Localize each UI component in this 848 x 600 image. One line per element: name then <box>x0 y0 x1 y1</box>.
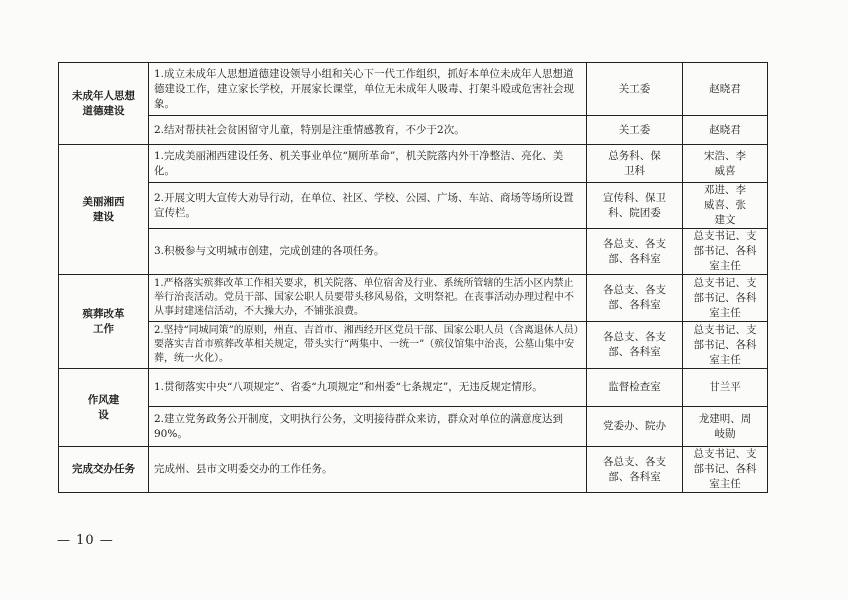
category-cell <box>59 447 149 493</box>
table-row <box>59 183 768 229</box>
category-cell <box>59 63 149 145</box>
leader-cell: 总支书记、支部书记、各科室主任 <box>683 447 768 493</box>
category-cell <box>59 369 149 447</box>
task-cell: 1.完成美丽湘西建设任务、机关事业单位“厕所革命”，机关院落内外干净整洁、亮化、美化。 <box>149 145 587 183</box>
task-cell: 2.结对帮扶社会贫困留守儿童，特别是注重情感教育，不少于2次。 <box>149 116 587 145</box>
department-cell: 关工委 <box>587 63 683 116</box>
leader-cell: 赵晓君 <box>683 63 768 116</box>
task-cell: 1.贯彻落实中央“八项规定”、省委“九项规定”和州委“七条规定”，无违反规定情形。 <box>149 369 587 407</box>
department-cell: 各总支、各支部、各科室 <box>587 447 683 493</box>
task-table <box>58 62 768 493</box>
department-cell: 各总支、各支部、各科室 <box>587 322 683 369</box>
department-cell: 党委办、院办 <box>587 407 683 447</box>
page-number: — 10 — <box>57 533 114 548</box>
task-cell: 完成州、县市文明委交办的工作任务。 <box>149 447 587 493</box>
leader-cell: 总支书记、支部书记、各科室主任 <box>683 322 768 369</box>
department-cell: 各总支、各支部、各科室 <box>587 229 683 275</box>
department-cell: 宣传科、保卫科、院团委 <box>587 183 683 229</box>
table-row <box>59 63 768 116</box>
leader-cell: 甘兰平 <box>683 369 768 407</box>
table-row <box>59 116 768 145</box>
leader-cell: 龙建明、周岐勋 <box>683 407 768 447</box>
leader-cell: 邓进、李威喜、张建文 <box>683 183 768 229</box>
table-row <box>59 369 768 407</box>
table-row <box>59 447 768 493</box>
task-cell: 2.建立党务政务公开制度，文明执行公务，文明接待群众来访，群众对单位的满意度达到90%。 <box>149 407 587 447</box>
category-label: 完成交办任务 <box>72 463 135 475</box>
category-label: 殡葬改革工作 <box>82 307 125 335</box>
table-row <box>59 407 768 447</box>
table-row <box>59 145 768 183</box>
table-row <box>59 275 768 322</box>
leader-cell: 赵晓君 <box>683 116 768 145</box>
table-row <box>59 322 768 369</box>
leader-cell: 宋浩、李威喜 <box>683 145 768 183</box>
category-label: 作风建设 <box>87 393 120 421</box>
task-cell: 3.积极参与文明城市创建，完成创建的各项任务。 <box>149 229 587 275</box>
category-cell <box>59 275 149 369</box>
department-cell: 总务科、保卫科 <box>587 145 683 183</box>
department-cell: 关工委 <box>587 116 683 145</box>
department-cell: 各总支、各支部、各科室 <box>587 275 683 322</box>
table-row <box>59 229 768 275</box>
category-label: 未成年人思想道德建设 <box>72 89 135 117</box>
category-label: 美丽湘西建设 <box>82 195 125 223</box>
task-cell: 2.开展文明大宣传大劝导行动，在单位、社区、学校、公园、广场、车站、商场等场所设置宣传栏。 <box>149 183 587 229</box>
task-cell: 2.坚持“同城同策”的原则，州直、吉首市、湘西经开区党员干部、国家公职人员（含离退休人员）要落实吉首市殡葬改革相关规定，带头实行“两集中、一统一”（殡仪馆集中治丧，公墓山集中安葬，统一火化）。 <box>149 322 587 369</box>
leader-cell: 总支书记、支部书记、各科室主任 <box>683 275 768 322</box>
category-cell <box>59 145 149 275</box>
department-cell: 监督检查室 <box>587 369 683 407</box>
leader-cell: 总支书记、支部书记、各科室主任 <box>683 229 768 275</box>
task-cell: 1.严格落实殡葬改革工作相关要求，机关院落、单位宿舍及行业、系统所管辖的生活小区内禁止举行治丧活动。党员干部、国家公职人员要带头移风易俗，文明祭祀。在丧事活动办理过程中不从事封建迷信活动，不大操大办，不铺张浪费。 <box>149 275 587 322</box>
task-cell: 1.成立未成年人思想道德建设领导小组和关心下一代工作组织，抓好本单位未成年人思想道德建设工作，建立家长学校，开展家长课堂，单位无未成年人吸毒、打架斗殴或危害社会现象。 <box>149 63 587 116</box>
